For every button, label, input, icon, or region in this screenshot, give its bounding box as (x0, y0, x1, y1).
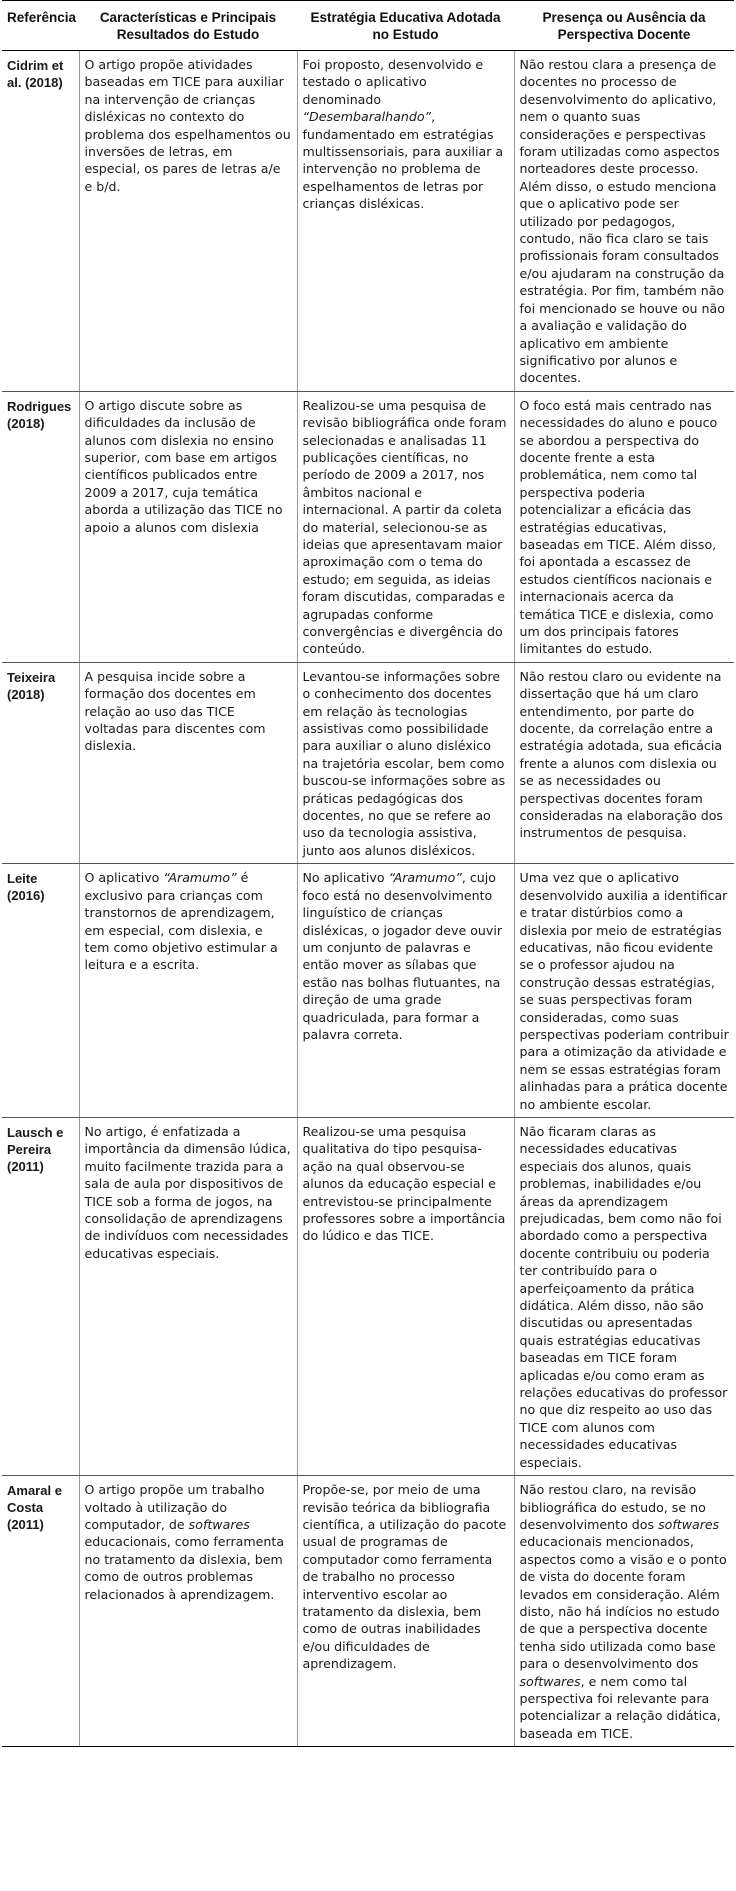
perspective-cell: Uma vez que o aplicativo desenvolvido auxilia a identificar e tratar distúrbios como a dislexia por meio de estratégias educativas, não ficou evidente se o professor ajudou na construção dessas estratégias, se suas perspectivas foram consideradas, como suas perspectivas poderiam contribuir para a otimização da atividade e nem se essas estratégias foram alinhadas para a prática docente no ambiente escolar. (514, 864, 734, 1118)
perspective-cell: Não restou claro ou evidente na dissertação que há um claro entendimento, por parte do docente, da correlação entre a estratégia adotada, sua eficácia frente a alunos com dislexia ou se as necessidades ou perspectivas docentes foram consideradas na elaboração dos instrumentos de pesquisa. (514, 662, 734, 863)
results-cell (79, 1476, 297, 1747)
software-term: softwares (658, 1516, 720, 1532)
perspective-text: Não restou claro, na revisão bibliográfica do estudo, se no desenvolvimento dos (519, 1482, 706, 1532)
literature-review-table (2, 0, 734, 1747)
table-row (2, 391, 734, 662)
perspective-text: , e nem como tal perspectiva foi relevante para potencializar a relação didática, baseada em TICE. (519, 1673, 721, 1741)
strategy-cell (297, 864, 514, 1118)
table-row (2, 1117, 734, 1475)
app-name: “Desembaralhando” (302, 109, 432, 125)
app-name: “Aramumo” (388, 870, 462, 886)
table-row (2, 1476, 734, 1747)
strategy-cell: Realizou-se uma pesquisa qualitativa do tipo pesquisa-ação na qual observou-se alunos da educação especial e entrevistou-se principalmente professores sobre a importância do lúdico e das TICE. (297, 1117, 514, 1475)
table-row (2, 51, 734, 392)
results-text: é exclusivo para crianças com transtornos de aprendizagem, em especial, com dislexia, e tem como objetivo estimular a leitura e a escrita. (84, 870, 278, 973)
reference-cell: Amaral e Costa (2011) (2, 1476, 79, 1747)
table-header-row (2, 1, 734, 51)
table-row (2, 662, 734, 863)
table-row (2, 864, 734, 1118)
software-term: softwares (519, 1673, 581, 1689)
strategy-cell: Propõe-se, por meio de uma revisão teórica da bibliografia científica, a utilização do pacote usual de programas de computador como ferramenta de trabalho no processo interventivo escolar ao tratamento da dislexia, bem como de outras inabilidades e/ou dificuldades de aprendizagem. (297, 1476, 514, 1747)
results-text: O aplicativo (84, 870, 164, 886)
reference-cell: Rodrigues (2018) (2, 391, 79, 662)
header-reference: Referência (2, 1, 79, 51)
header-perspective: Presença ou Ausência da Perspectiva Docente (514, 1, 734, 51)
header-results: Características e Principais Resultados do Estudo (79, 1, 297, 51)
strategy-cell: Realizou-se uma pesquisa de revisão bibliográfica onde foram selecionadas e analisadas 11 publicações científicas, no período de 2009 a 2017, nos âmbitos nacional e internacional. A partir da coleta do material, selecionou-se as ideias que apresentavam maior aproximação com o tema do estudo; em seguida, as ideias foram discutidas, comparadas e agrupadas conforme convergências e divergência do conteúdo. (297, 391, 514, 662)
perspective-text: educacionais mencionados, aspectos como a visão e o ponto de vista do docente foram levados em consideração. Além disto, não há indícios no estudo de que a perspectiva docente tenha sido utilizada como base para o desenvolvimento dos (519, 1534, 727, 1672)
header-strategy: Estratégia Educativa Adotada no Estudo (297, 1, 514, 51)
strategy-cell (297, 51, 514, 392)
strategy-text: , cujo foco está no desenvolvimento linguístico de crianças disléxicas, o jogador deve ouvir um conjunto de palavras e então mover as sílabas que estão nas bolhas flutuantes, na direção de uma grade quadriculada, para formar a palavra correta. (302, 870, 503, 1042)
reference-cell: Cidrim et al. (2018) (2, 51, 79, 392)
app-name: “Aramumo” (163, 870, 237, 886)
results-cell: A pesquisa incide sobre a formação dos docentes em relação ao uso das TICE voltadas para discentes com dislexia. (79, 662, 297, 863)
perspective-cell (514, 1476, 734, 1747)
perspective-cell: Não restou clara a presença de docentes no processo de desenvolvimento do aplicativo, nem o quanto suas considerações e perspectivas foram utilizadas como aspectos norteadores deste processo. Além disso, o estudo menciona que o aplicativo pode ser utilizado por pedagogos, contudo, não fica claro se tais profissionais foram consultados e/ou ajudaram na construção da estratégia. Por fim, também não foi mencionado se houve ou não a avaliação e validação do aplicativo em ambiente significativo por alunos e docentes. (514, 51, 734, 392)
results-text: educacionais, como ferramenta no tratamento da dislexia, bem como de outros problemas relacionados à aprendizagem. (84, 1534, 285, 1602)
results-cell (79, 864, 297, 1118)
results-cell: O artigo discute sobre as dificuldades da inclusão de alunos com dislexia no ensino superior, com base em artigos científicos publicados entre 2009 a 2017, cuja temática aborda a utilização das TICE no apoio a alunos com dislexia (79, 391, 297, 662)
results-cell: O artigo propõe atividades baseadas em TICE para auxiliar na intervenção de crianças disléxicas no contexto do problema dos espelhamentos ou inversões de letras, em especial, os pares de letras a/e e b/d. (79, 51, 297, 392)
software-term: softwares (188, 1516, 250, 1532)
strategy-text: No aplicativo (302, 870, 389, 886)
reference-cell: Leite (2016) (2, 864, 79, 1118)
reference-cell: Lausch e Pereira (2011) (2, 1117, 79, 1475)
perspective-cell: Não ficaram claras as necessidades educativas especiais dos alunos, quais problemas, inabilidades e/ou áreas da aprendizagem prejudicadas, bem como não foi abordado como a perspectiva docente contribuiu ou poderia ter contribuído para o aperfeiçoamento da prática didática. Além disso, não são discutidas ou apresentadas quais estratégias educativas baseadas em TICE foram aplicadas e/ou como eram as relações educativas do professor no que diz respeito ao uso das TICE com alunos com necessidades educativas especiais. (514, 1117, 734, 1475)
reference-cell: Teixeira (2018) (2, 662, 79, 863)
strategy-text: , fundamentado em estratégias multissensoriais, para auxiliar a intervenção no problema de espelhamentos de letras por crianças disléxicas. (302, 109, 504, 212)
strategy-text: Foi proposto, desenvolvido e testado o aplicativo denominado (302, 57, 484, 107)
perspective-cell: O foco está mais centrado nas necessidades do aluno e pouco se abordou a perspectiva do docente frente a esta problemática, nem como tal perspectiva poderia potencializar a eficácia das estratégias educativas, baseadas em TICE. Além disso, foi apontada a escassez de estudos científicos nacionais e internacionais acerca da temática TICE e dislexia, como um dos principais fatores limitantes do estudo. (514, 391, 734, 662)
results-cell: No artigo, é enfatizada a importância da dimensão lúdica, muito facilmente trazida para a sala de aula por dispositivos de TICE sob a forma de jogos, na consolidação de aprendizagens de indivíduos com necessidades educativas especiais. (79, 1117, 297, 1475)
results-text: O artigo propõe um trabalho voltado à utilização do computador, de (84, 1482, 265, 1532)
strategy-cell: Levantou-se informações sobre o conhecimento dos docentes em relação às tecnologias assistivas como possibilidade para auxiliar o aluno disléxico na trajetória escolar, bem como buscou-se informações sobre as práticas pedagógicas dos docentes, no que se refere ao uso da tecnologia assistiva, junto aos alunos disléxicos. (297, 662, 514, 863)
